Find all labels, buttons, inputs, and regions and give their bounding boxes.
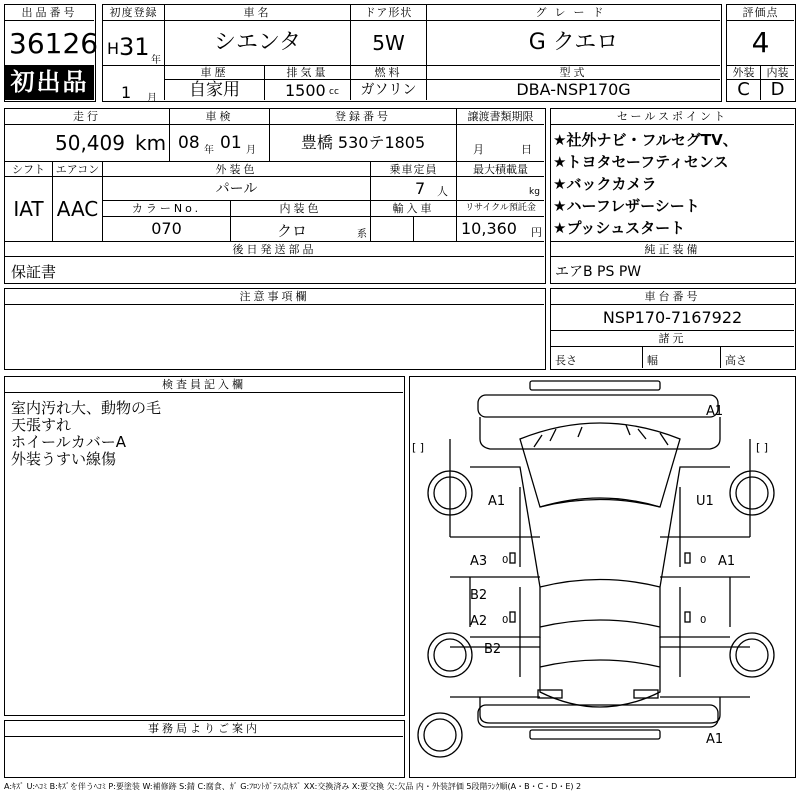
import-label: 輸入車: [371, 201, 457, 217]
later-parts: 保証書: [11, 263, 57, 281]
door-label: ドア形状: [351, 5, 427, 21]
sales-point-3: ★バックカメラ: [553, 175, 657, 193]
score: 4: [751, 26, 770, 59]
notes-box: [4, 288, 546, 370]
interior-score: D: [770, 79, 785, 100]
ac: AAC: [53, 177, 103, 241]
notes-label: 注意事項欄: [5, 289, 544, 305]
reg-no-label: 登録番号: [270, 109, 457, 125]
inspector-label: 検査員記入欄: [5, 377, 403, 393]
details-box: [4, 108, 546, 284]
inspection-label: 車検: [170, 109, 270, 125]
int-color-label: 内装色: [231, 201, 371, 217]
damage-mark-left-front: A1: [488, 494, 506, 509]
model: DBA-NSP170G: [516, 80, 631, 99]
transfer-month-unit: 月: [473, 143, 484, 156]
zero-mark-2: 0: [700, 555, 707, 566]
insp-month-unit: 月: [246, 145, 256, 156]
first-reg-label: 初度登録: [103, 5, 165, 21]
era: H: [107, 39, 120, 58]
history: 自家用: [165, 80, 265, 100]
month-unit: 月: [147, 93, 157, 104]
transfer-day-unit: 日: [521, 143, 532, 156]
sales-points-box: [550, 108, 796, 284]
first-reg-cell: [103, 21, 165, 65]
recycle: 10,360: [461, 219, 517, 238]
color-label: 外装色: [103, 161, 371, 177]
zero-mark-3: 0: [502, 615, 509, 626]
legend: A:ｷｽﾞ U:ﾍｺﾐ B:ｷｽﾞを伴うﾍｺﾐ P:要塗装 W:補修跡 S:錆 C:腐食、ｶﾞ G:ﾌﾛﾝﾄｶﾞﾗｽ点ｷｽﾞ XX:交換済み X:要交換 欠:欠品 内・外装評価 5段階ﾗﾝｸ順(A・B・C・D・E) 2: [4, 782, 582, 791]
reg-no: 豊橋 530テ1805: [270, 125, 457, 161]
int-color-unit: 系: [357, 229, 367, 240]
color-no-label: カラーNo.: [103, 201, 231, 217]
sales-point-5: ★プッシュスタート: [553, 219, 686, 237]
bracket-right: [ ]: [756, 441, 769, 454]
load-unit: kg: [529, 187, 540, 197]
year: 31: [119, 33, 150, 61]
chassis-box: [550, 288, 796, 370]
damage-mark-left-rear: A2: [470, 614, 488, 629]
equipment: エアB PS PW: [555, 264, 642, 280]
capacity-cell: [371, 177, 457, 201]
model-label: 型式: [427, 65, 720, 80]
inspector-box: [4, 376, 405, 716]
insp-month: 01: [220, 133, 242, 153]
insp-year: 08: [178, 133, 200, 153]
chassis-number: NSP170-7167922: [551, 305, 794, 331]
transfer-label: 譲渡書類期限: [457, 109, 544, 125]
load-label: 最大積載量: [457, 161, 544, 177]
interior-label: 内装: [761, 65, 794, 80]
month: 1: [121, 83, 132, 102]
spec-width-label: 幅: [647, 354, 658, 367]
import-cell-b: [414, 217, 457, 241]
later-parts-label: 後日発送部品: [5, 241, 544, 257]
grade: G クエロ: [528, 30, 619, 55]
inspector-line-4: 外装うすい線傷: [11, 450, 117, 468]
score-box: [726, 4, 796, 102]
displacement-unit: cc: [329, 87, 339, 97]
lot-number: 36126: [9, 27, 99, 60]
color-no: 070: [103, 217, 231, 241]
history-label: 車歴: [165, 65, 265, 80]
exterior-label: 外装: [727, 65, 761, 80]
bracket-left: [ ]: [412, 441, 425, 454]
inspector-line-1: 室内汚れ大、動物の毛: [11, 399, 162, 417]
fuel-label: 燃料: [351, 65, 427, 80]
insp-year-unit: 年: [204, 145, 214, 156]
mileage-cell: [5, 125, 170, 161]
recycle-cell: [457, 217, 544, 241]
car-name-label: 車名: [165, 5, 351, 21]
damage-diagram-box: [409, 376, 796, 778]
lot-box: [4, 4, 99, 102]
office-box: [4, 720, 405, 778]
chassis-label: 車台番号: [551, 289, 794, 305]
score-label: 評価点: [727, 5, 794, 21]
inspection-cell: [170, 125, 270, 161]
spec-height-label: 高さ: [725, 354, 747, 367]
displacement-label: 排気量: [265, 65, 351, 80]
office-label: 事務局よりご案内: [5, 721, 403, 737]
shift: IAT: [5, 177, 53, 241]
year-unit: 年: [151, 55, 161, 66]
lot-label: 出品番号: [5, 5, 94, 21]
damage-mark-rear: A1: [706, 732, 724, 747]
inspector-line-3: ホイールカバーA: [11, 433, 126, 451]
int-color: クロ: [277, 222, 308, 240]
exterior-score: C: [727, 80, 761, 100]
spec-height: [721, 347, 794, 368]
sales-points-label: セールスポイント: [551, 109, 794, 125]
fuel: ガソリン: [351, 80, 427, 100]
damage-mark-left-door: A3: [470, 554, 488, 569]
capacity-label: 乗車定員: [371, 161, 457, 177]
mileage: 50,409: [55, 131, 125, 155]
sales-point-4: ★ハーフレザーシート: [553, 197, 700, 215]
displacement: 1500: [285, 81, 326, 100]
zero-mark-1: 0: [502, 555, 509, 566]
mileage-unit: km: [135, 131, 167, 155]
recycle-label: リサイクル預託金: [457, 201, 544, 217]
color: パール: [103, 177, 371, 201]
spec-label: 諸元: [551, 331, 794, 347]
damage-mark-right-door: A1: [718, 554, 736, 569]
capacity-unit: 人: [437, 185, 448, 198]
sales-point-1: ★社外ナビ・フルセグTV、: [553, 131, 738, 149]
mileage-label: 走行: [5, 109, 170, 125]
int-color-cell: [231, 217, 371, 241]
damage-mark-right-front: U1: [696, 494, 714, 509]
recycle-unit: 円: [531, 226, 542, 239]
spec-length-label: 長さ: [555, 354, 577, 367]
zero-mark-4: 0: [700, 615, 707, 626]
vehicle-header: [102, 4, 722, 102]
first-listing-badge: 初出品: [5, 65, 94, 100]
door: 5W: [351, 21, 427, 65]
grade-label: グレード: [427, 5, 720, 21]
capacity: 7: [415, 179, 426, 198]
car-name: シエンタ: [165, 21, 351, 65]
inspector-line-2: 天張すれ: [11, 416, 72, 434]
displacement-cell: [265, 80, 351, 100]
transfer-cell: [457, 125, 544, 161]
sales-point-2: ★トヨタセーフティセンス: [553, 153, 729, 171]
equipment-label: 純正装備: [551, 241, 794, 257]
car-diagram: [410, 377, 794, 776]
spec-width: [643, 347, 721, 368]
damage-mark-left-quarter: B2: [484, 642, 502, 657]
shift-label: シフト: [5, 161, 53, 177]
import-cell-a: [371, 217, 414, 241]
spec-length: [551, 347, 643, 368]
damage-mark-left-rear-door: B2: [470, 588, 488, 603]
ac-label: エアコン: [53, 161, 103, 177]
load-cell: [457, 177, 544, 201]
damage-mark-front: A1: [706, 404, 724, 419]
